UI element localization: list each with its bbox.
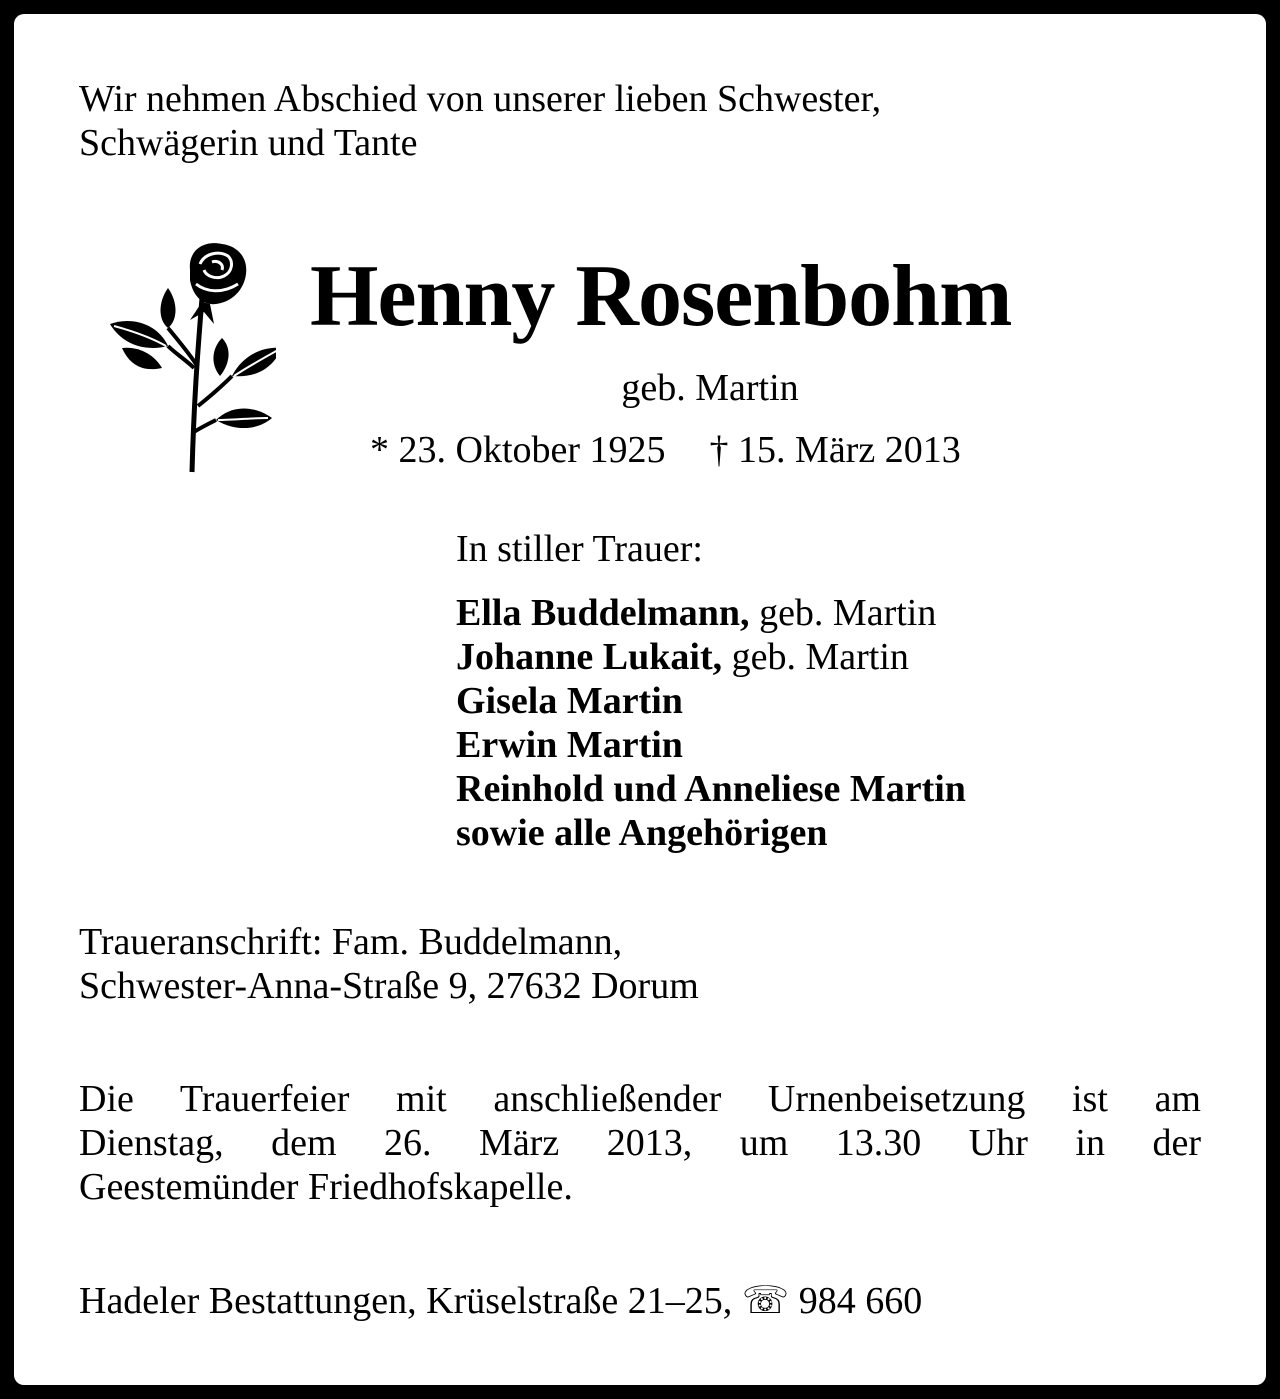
funeral-home-phone: 984 660 [798,1280,923,1322]
mourner-suffix: geb. Martin [722,636,909,678]
death-date: † 15. März 2013 [709,429,961,471]
mourner-entry [456,723,966,767]
mourner-name: Ella Buddelmann, [456,592,750,634]
address-line-1: Traueranschrift: Fam. Buddelmann, [79,921,623,963]
ceremony-line-1: Die Trauerfeier mit anschließender Urnenbeisetzung ist am [79,1078,1201,1120]
intro-line-2: Schwägerin und Tante [79,122,418,164]
life-dates [370,428,961,472]
mourner-entry [456,679,966,723]
mourning-address [79,920,699,1008]
telephone-icon: ☏ [741,1280,790,1322]
mourner-name: Reinhold und Anneliese Martin [456,768,966,810]
mourner-name: Erwin Martin [456,724,683,766]
intro-line-1: Wir nehmen Abschied von unserer lieben Schwester, [79,78,882,120]
funeral-home [79,1279,922,1323]
obituary-card [14,14,1266,1385]
rose-icon [92,228,276,474]
mourner-name: sowie alle Angehörigen [456,812,828,854]
mourner-entry [456,767,966,811]
deceased-maiden-name: geb. Martin [621,367,799,409]
intro-text [79,77,881,165]
deceased-name: Henny Rosenbohm [310,248,1012,345]
mourner-entry [456,591,966,635]
mourner-entry [456,811,966,855]
birth-date: * 23. Oktober 1925 [370,429,666,471]
ceremony-line-2: Dienstag, dem 26. März 2013, um 13.30 Uhr in der [79,1122,1201,1164]
funeral-home-text: Hadeler Bestattungen, Krüselstraße 21–25, [79,1280,733,1322]
ceremony-line-3: Geestemünder Friedhofskapelle. [79,1166,573,1208]
mourner-list [456,591,966,855]
address-line-2: Schwester-Anna-Straße 9, 27632 Dorum [79,965,699,1007]
mourner-entry [456,635,966,679]
mourner-suffix: geb. Martin [749,592,937,634]
mourning-heading: In stiller Trauer: [456,528,703,570]
mourner-name: Johanne Lukait, [456,636,723,678]
ceremony-notice [79,1077,1201,1209]
mourner-name: Gisela Martin [456,680,683,722]
